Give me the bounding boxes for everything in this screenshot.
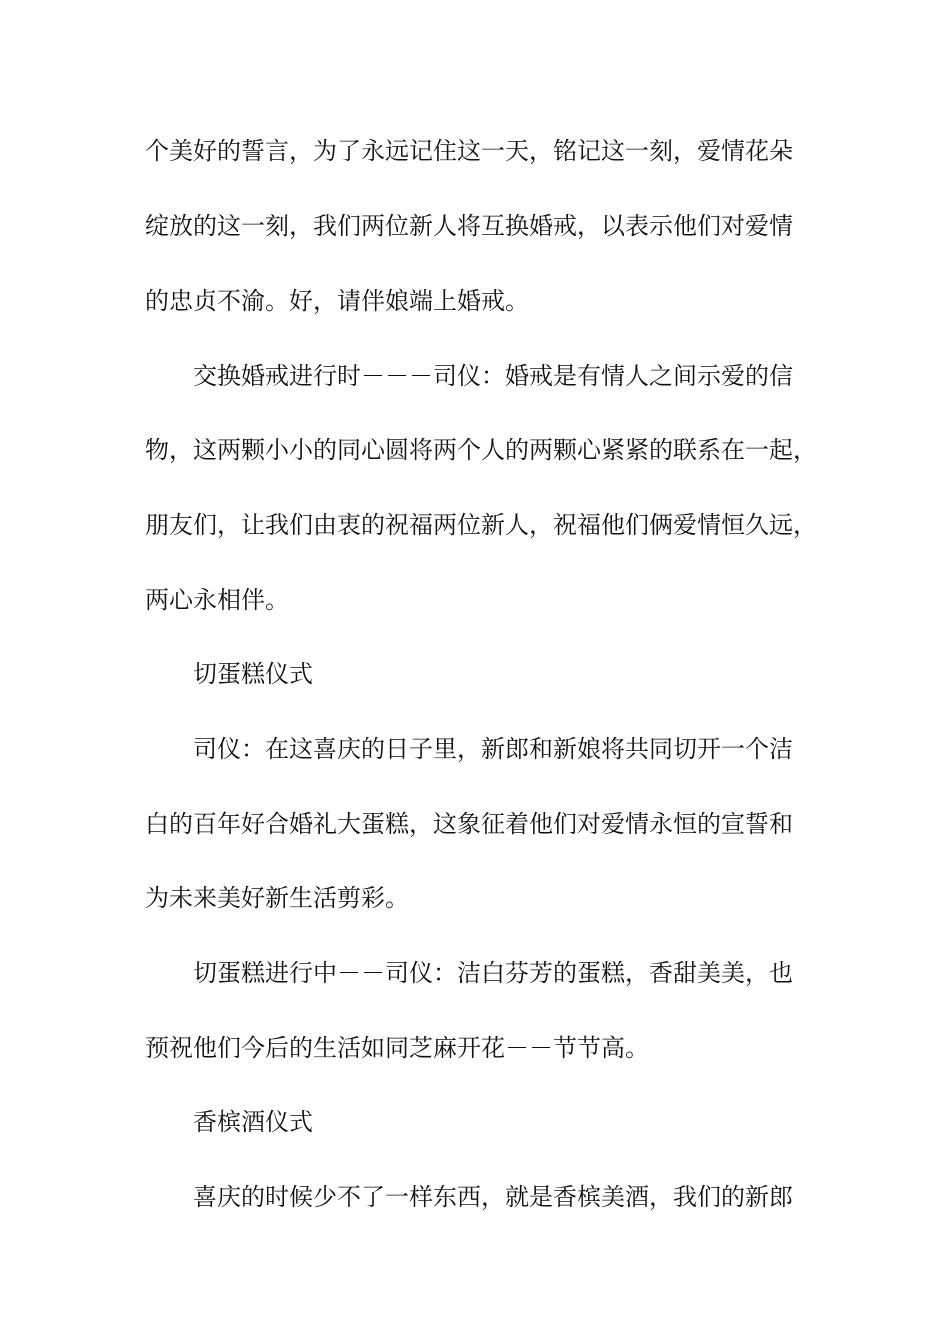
text-line-10: 白的百年好合婚礼大蛋糕，这象征着他们对爱情永恒的宣誓和 (145, 810, 793, 838)
text-line-5: 物，这两颗小小的同心圆将两个人的两颗心紧紧的联系在一起， (145, 436, 817, 464)
section-heading-champagne: 香槟酒仪式 (193, 1108, 313, 1136)
text-line-15: 喜庆的时候少不了一样东西，就是香槟美酒，我们的新郎 (193, 1183, 793, 1211)
text-line-3: 的忠贞不渝。好，请伴娘端上婚戒。 (145, 287, 529, 315)
text-line-7: 两心永相伴。 (145, 586, 289, 614)
text-line-2: 绽放的这一刻，我们两位新人将互换婚戒，以表示他们对爱情 (145, 212, 793, 240)
text-line-11: 为未来美好新生活剪彩。 (145, 884, 409, 912)
text-line-6: 朋友们，让我们由衷的祝福两位新人，祝福他们俩爱情恒久远， (145, 511, 817, 539)
text-line-13: 预祝他们今后的生活如同芝麻开花－－节节高。 (145, 1034, 649, 1062)
text-line-9: 司仪：在这喜庆的日子里，新郎和新娘将共同切开一个洁 (193, 735, 793, 763)
text-line-1: 个美好的誓言，为了永远记住这一天，铭记这一刻，爱情花朵 (145, 137, 793, 165)
section-heading-cake: 切蛋糕仪式 (193, 660, 313, 688)
text-line-12: 切蛋糕进行中－－司仪：洁白芬芳的蛋糕，香甜美美，也 (193, 959, 793, 987)
text-line-4: 交换婚戒进行时－－－司仪：婚戒是有情人之间示爱的信 (193, 362, 793, 390)
